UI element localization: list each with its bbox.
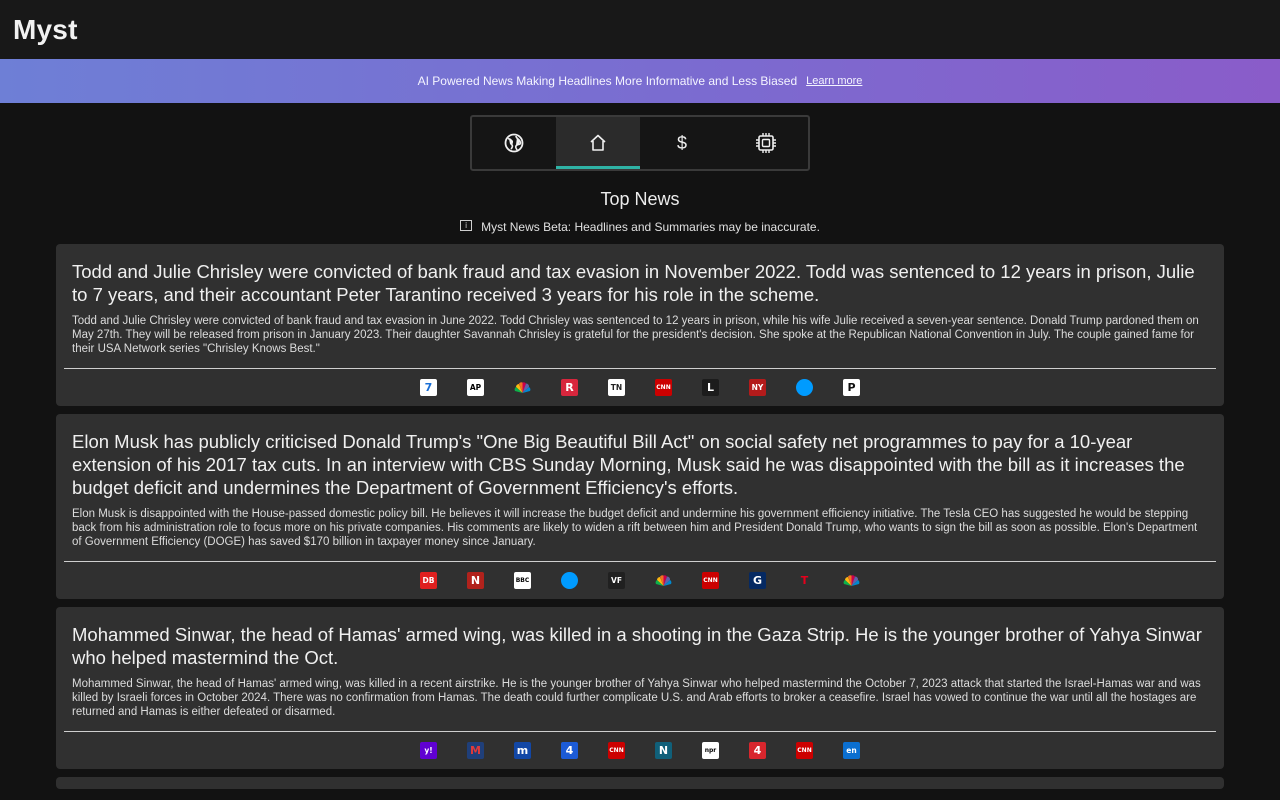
beta-notice (0, 220, 1280, 234)
channel4-logo-icon[interactable]: 4 (561, 742, 578, 759)
news-headline[interactable]: Todd and Julie Chrisley were convicted of bank fraud and tax evasion in November 2022. Todd was sentenced to 12 years in prison, Julie to 7 years, and their accountant Peter Tarantino received 3 years for his role in the scheme. (72, 261, 1195, 305)
nbc-peacock-icon[interactable] (514, 379, 531, 396)
banner-text: AI Powered News Making Headlines More Informative and Less Biased (417, 74, 798, 88)
news-summary: Elon Musk is disappointed with the House-passed domestic policy bill. He believes it will increase the budget deficit and undermine his government efficiency initiative. The Tesla CEO has suggested he would be stepping back from his administration role to focus more on his private companies. His comments are likely to widen a rift between him and President Donald Trump, who wants to sign the bill as soon as possible. Elon's Department of Government Efficiency (DOGE) has saved $170 billion in taxpayer money since January. (72, 508, 1198, 548)
home-icon (588, 133, 608, 153)
ledger-logo-icon[interactable]: L (702, 379, 719, 396)
nbc-peacock-icon[interactable] (843, 572, 860, 589)
beta-notice-text: Myst News Beta: Headlines and Summaries may be inaccurate. (481, 220, 820, 234)
nbc-peacock-icon[interactable] (655, 572, 672, 589)
vanityfair-logo-icon[interactable]: VF (608, 572, 625, 589)
mirror-logo-icon[interactable]: M (467, 742, 484, 759)
ndtv-logo-icon[interactable]: N (467, 572, 484, 589)
tn-logo-icon[interactable]: TN (608, 379, 625, 396)
chip-icon (755, 132, 777, 154)
source-list (64, 732, 1216, 769)
dollar-icon (672, 133, 692, 153)
tab-home[interactable] (556, 117, 640, 169)
globe-icon (504, 133, 524, 153)
guardian-logo-icon[interactable]: G (749, 572, 766, 589)
cnn-logo-icon[interactable]: CNN (702, 572, 719, 589)
usatoday-logo-icon[interactable] (561, 572, 578, 589)
svg-text:$: $ (676, 133, 688, 153)
promo-banner (0, 59, 1280, 103)
news-card (56, 244, 1224, 406)
source-list (64, 369, 1216, 406)
news-card (56, 414, 1224, 599)
news-card-partial (56, 777, 1224, 789)
usatoday-logo-icon[interactable] (796, 379, 813, 396)
euronews-logo-icon[interactable]: en (843, 742, 860, 759)
abc7-logo-icon[interactable]: 7 (420, 379, 437, 396)
ap-logo-icon[interactable]: AP (467, 379, 484, 396)
tab-business[interactable] (640, 117, 724, 169)
time-logo-icon[interactable]: T (800, 574, 809, 587)
news-summary: Todd and Julie Chrisley were convicted of bank fraud and tax evasion in June 2022. Todd Chrisley was sentenced to 12 years in prison, while his wife Julie received a seven-year sentence. Donald Trump pardoned them on May 27th. They will be released from prison in January 2023. Their daughter Savannah Chrisley is grateful for the president's decision. She spoke at the Republican National Convention in July. The couple gained fame for their USA Network series "Chrisley Knows Best." (72, 315, 1199, 355)
category-tabs (470, 115, 810, 171)
nypost-logo-icon[interactable]: NY (749, 379, 766, 396)
politico-logo-icon[interactable]: P (843, 379, 860, 396)
cnn-logo-icon[interactable]: CNN (655, 379, 672, 396)
npr-logo-icon[interactable]: npr (702, 742, 719, 759)
app-logo[interactable]: Myst (13, 13, 78, 45)
news-headline[interactable]: Elon Musk has publicly criticised Donald Trump's "One Big Beautiful Bill Act" on social safety net programmes to pay for a 10-year extension of his 2017 tax cuts. In an interview with CBS Sunday Morning, Musk said he was disappointed with the bill as it increases the budget deficit and undermines the Department of Government Efficiency's efforts. (72, 431, 1185, 498)
dailybeast-logo-icon[interactable]: DB (420, 572, 437, 589)
bbc-logo-icon[interactable]: BBC (514, 572, 531, 589)
info-icon: i (460, 220, 472, 231)
reason-logo-icon[interactable]: R (561, 379, 578, 396)
news-summary: Mohammed Sinwar, the head of Hamas' armed wing, was killed in a recent airstrike. He is the younger brother of Yahya Sinwar who helped mastermind the October 7, 2023 attack that started the Israel-Hamas war and was killed by Israeli forces in October 2024. There was no confirmation from Hamas. The death could further complicate U.S. and Arab efforts to broker a ceasefire. Israel has vowed to continue the war until all the hostages are returned and Hamas is either defeated or disarmed. (72, 678, 1201, 718)
yahoo-logo-icon[interactable]: y! (420, 742, 437, 759)
cnn-logo-icon[interactable]: CNN (608, 742, 625, 759)
section-title: Top News (600, 189, 680, 209)
news-card (56, 607, 1224, 769)
source-list (64, 562, 1216, 599)
miami-herald-logo-icon[interactable]: m (514, 742, 531, 759)
learn-more-link[interactable]: Learn more (806, 75, 863, 87)
top-bar (0, 0, 1280, 59)
news-feed (0, 244, 1280, 789)
cnn-logo-icon[interactable]: CNN (796, 742, 813, 759)
news-headline[interactable]: Mohammed Sinwar, the head of Hamas' armed wing, was killed in a shooting in the Gaza Strip. He is the younger brother of Yahya Sinwar who helped mastermind the Oct. (72, 624, 1202, 668)
tab-world[interactable] (472, 117, 556, 169)
channel4-news-logo-icon[interactable]: 4 (749, 742, 766, 759)
newsweek-logo-icon[interactable]: N (655, 742, 672, 759)
tab-technology[interactable] (724, 117, 808, 169)
